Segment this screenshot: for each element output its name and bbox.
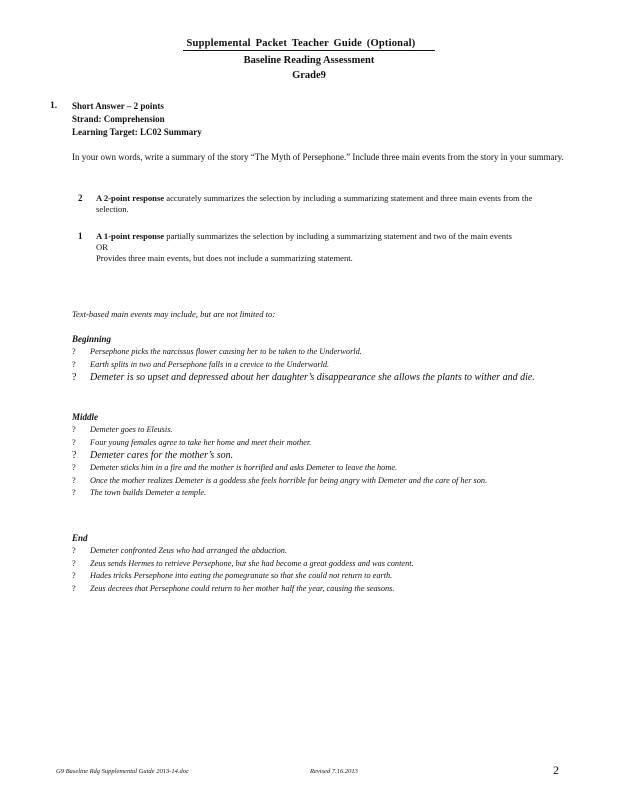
bullet-icon: ?	[72, 571, 76, 581]
bullet-icon: ?	[72, 437, 76, 447]
footer-filename: G9 Baseline Rdg Supplemental Guide 2013-14.doc	[56, 768, 189, 775]
list-item: ? Persephone picks the narcissus flower causing her to be taken to the Underworld.	[72, 347, 362, 356]
question-prompt: In your own words, write a summary of the story “The Myth of Persephone.” Include three main events from the story in your summary.	[72, 152, 564, 162]
rubric-2-text: accurately summarizes the selection by including a summarizing statement and three main events from the selection.	[96, 193, 533, 214]
page-number: 2	[553, 763, 559, 777]
rubric-score-1: 1	[78, 231, 83, 241]
bullet-icon: ?	[72, 546, 76, 555]
list-item: ? Zeus decrees that Persephone could return to her mother half the year, causing the seasons.	[72, 583, 395, 593]
bullet-icon: ?	[72, 359, 76, 369]
footer-revised: Revised 7.16.2013	[310, 768, 358, 775]
header-grade: Grade9	[292, 70, 326, 81]
list-item: ? Once the mother realizes Demeter is a goddess she feels horrible for being angry with Demeter and the care of her son.	[72, 475, 488, 485]
section-title-beginning: Beginning	[72, 334, 112, 344]
rubric-1-alternative: Provides three main events, but does not include a summarizing statement.	[96, 253, 353, 263]
list-item: ? The town builds Demeter a temple.	[72, 488, 207, 498]
bullet-icon: ?	[72, 583, 76, 593]
question-strand: Strand: Comprehension	[72, 114, 165, 124]
list-item: ? Zeus sends Hermes to retrieve Persephone, but she had become a great goddess and was content.	[72, 558, 414, 568]
list-item: ? Demeter goes to Eleusis.	[72, 425, 173, 434]
rubric-1-description	[96, 231, 546, 264]
list-item: ? Demeter confronted Zeus who had arranged the abduction.	[72, 546, 287, 555]
rubric-1-or: OR	[96, 242, 108, 252]
bullet-icon: ?	[72, 488, 76, 498]
header-title: Supplemental Packet Teacher Guide (Optional)	[0, 38, 618, 49]
bullet-icon: ?	[72, 450, 77, 462]
section-title-middle: Middle	[72, 412, 98, 422]
list-item: ? Demeter cares for the mother’s son.	[72, 450, 234, 462]
question-type: Short Answer – 2 points	[72, 101, 164, 111]
text-based-intro: Text-based main events may include, but are not limited to:	[72, 309, 276, 319]
question-target: Learning Target: LC02 Summary	[72, 127, 202, 137]
rubric-2-heading: A 2-point response	[96, 193, 165, 203]
bullet-icon: ?	[72, 558, 76, 568]
list-item: ? Four young females agree to take her home and meet their mother.	[72, 437, 312, 447]
header-subtitle: Baseline Reading Assessment	[243, 55, 375, 66]
question-number: 1.	[50, 101, 58, 111]
list-item: ? Hades tricks Persephone into eating the pomegranate so that she could not return to earth.	[72, 571, 393, 581]
list-item: ? Demeter sticks him in a fire and the mother is horrified and asks Demeter to leave the home.	[72, 463, 398, 473]
list-item: ? Demeter is so upset and depressed about her daughter’s disappearance she allows the plants to wither and die.	[72, 372, 535, 384]
bullet-icon: ?	[72, 372, 77, 384]
middle-events-list	[72, 425, 552, 501]
bullet-icon: ?	[72, 347, 76, 356]
bullet-icon: ?	[72, 475, 76, 485]
bullet-icon: ?	[72, 425, 76, 434]
section-title-end: End	[72, 533, 88, 543]
bullet-icon: ?	[72, 463, 76, 473]
list-item: ? Earth splits in two and Persephone falls in a crevice to the Underworld.	[72, 359, 330, 369]
rubric-1-text: partially summarizes the selection by including a summarizing statement and two of the main events	[164, 231, 512, 241]
beginning-events-list	[72, 347, 552, 385]
rubric-2-description	[96, 193, 546, 215]
end-events-list	[72, 546, 552, 596]
rubric-1-heading: A 1-point response	[96, 231, 165, 241]
rubric-score-2: 2	[78, 193, 83, 203]
